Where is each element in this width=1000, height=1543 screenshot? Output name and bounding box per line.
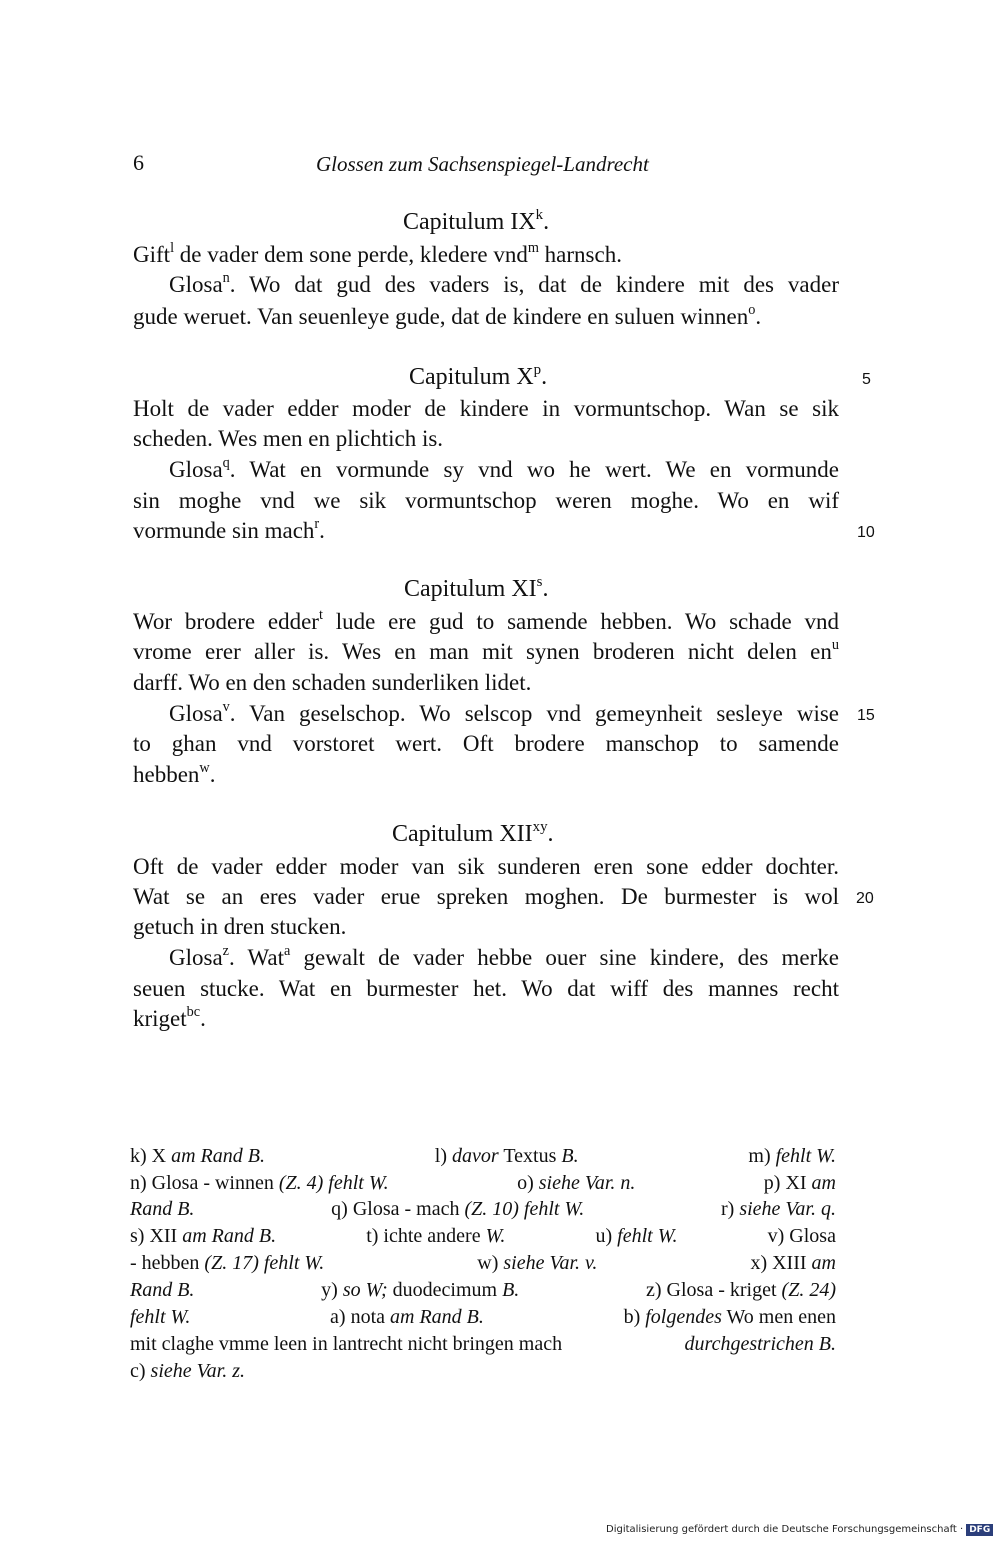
footnote-line: c) siehe Var. z. bbox=[130, 1360, 245, 1382]
chapter-text-line: Holt de vader edder moder de kindere in vormuntschop. Wan se sik bbox=[133, 396, 839, 421]
glosa-line: sin moghe vnd we sik vormuntschop weren moghe. Wo en wif bbox=[133, 488, 839, 513]
chapter-text-line: getuch in dren stucken. bbox=[133, 914, 347, 939]
dfg-logo: DFG bbox=[966, 1524, 993, 1536]
chapter-heading-x: Capitulum $X^p$. bbox=[409, 361, 548, 390]
chapter-heading-xi: Capitulum $XI^s$. bbox=[404, 573, 549, 602]
heading-text: Capitulum X bbox=[409, 364, 534, 390]
footnote-line: fehlt W. a) nota am Rand B. b) folgendes Wo men enen bbox=[130, 1306, 836, 1328]
footnote-marker: v bbox=[222, 698, 230, 715]
chapter-text-line: Oft de vader edder moder van sik sunderen eren sone edder dochter. bbox=[133, 854, 839, 879]
footnote-line: n) Glosa - winnen (Z. 4) fehlt W. o) siehe Var. n. p) XI am bbox=[130, 1172, 836, 1194]
glosa-line: Glosa$^q$. Wat en vormunde sy vnd wo he wert. We en vormunde bbox=[169, 454, 839, 482]
chapter-text-line: darff. Wo en den schaden sunderliken lidet. bbox=[133, 670, 532, 695]
footnote-line: mit claghe vmme leen in lantrecht nicht bringen mach durchgestrichen B. bbox=[130, 1333, 836, 1355]
footnote-marker: p bbox=[533, 361, 542, 378]
glosa-line: kriget$^{bc}$. bbox=[133, 1003, 206, 1031]
footnote-marker: r bbox=[314, 515, 320, 532]
footnote-line: k) X am Rand B. l) davor Textus B. m) fehlt W. bbox=[130, 1145, 836, 1167]
glosa-line: Glosa$^v$. Van geselschop. Wo selscop vnd gemeynheit sesleye wise bbox=[169, 698, 839, 726]
credit-text: Digitalisierung gefördert durch die Deutsche Forschungsgemeinschaft · bbox=[606, 1524, 964, 1535]
chapter-text-line: vrome erer aller is. Wes en man mit synen broderen nicht delen $en^u$ bbox=[133, 636, 839, 664]
footnote-line: - hebben (Z. 17) fehlt W. w) siehe Var. v. x) XIII am bbox=[130, 1252, 836, 1274]
footnote-marker: z bbox=[222, 942, 229, 959]
heading-text: Capitulum IX bbox=[403, 209, 536, 235]
footnote-marker: n bbox=[222, 269, 230, 286]
glosa-line: to ghan vnd vorstoret wert. Oft brodere manschop to samende bbox=[133, 731, 839, 756]
line-number: 20 bbox=[856, 890, 874, 907]
line-number: 15 bbox=[857, 707, 875, 724]
chapter-text-line: Wor brodere edder$^t$ lude ere gud to samende hebben. Wo schade vnd bbox=[133, 606, 839, 634]
footnote-marker: u bbox=[831, 636, 839, 653]
glosa-line: Glosa$^n$. Wo dat gud des vaders is, dat de kindere mit des vader bbox=[169, 269, 839, 297]
footnote-marker: q bbox=[222, 454, 230, 471]
footnote-marker: s bbox=[536, 573, 543, 590]
glosa-line: vormunde sin mach$^r$. bbox=[133, 515, 325, 543]
chapter-heading-xii: Capitulum $XII^{xy}$. bbox=[392, 818, 554, 847]
footnote-marker: l bbox=[170, 239, 175, 256]
footnote-line: Rand B. q) Glosa - mach (Z. 10) fehlt W. r) siehe Var. q. bbox=[130, 1198, 836, 1220]
running-title: Glossen zum Sachsenspiegel-Landrecht bbox=[316, 152, 649, 176]
line-number: 10 bbox=[857, 524, 875, 541]
footnote-marker: w bbox=[199, 759, 210, 776]
heading-text: Capitulum XII bbox=[392, 821, 533, 847]
footnote-marker: a bbox=[284, 942, 291, 959]
footnote-marker: t bbox=[318, 606, 323, 623]
glosa-line: gude weruet. Van seuenleye gude, dat de kindere en suluen winnen$^o$. bbox=[133, 301, 762, 329]
footnote-marker: k bbox=[535, 206, 544, 223]
chapter-text-line: scheden. Wes men en plichtich is. bbox=[133, 426, 444, 451]
chapter-heading-ix: Capitulum $IX^k$. bbox=[403, 206, 550, 235]
chapter-text-line: Wat se an eres vader erue spreken moghen. De burmester is wol bbox=[133, 884, 839, 909]
glosa-line: seuen stucke. Wat en burmester het. Wo dat wiff des mannes recht bbox=[133, 976, 839, 1001]
heading-text: Capitulum XI bbox=[404, 576, 537, 602]
footnote-line: Rand B. y) so W; duodecimum B. z) Glosa - kriget (Z. 24) bbox=[130, 1279, 836, 1301]
page-number: 6 bbox=[133, 150, 144, 175]
footnote-marker: bc bbox=[186, 1003, 201, 1020]
chapter-text-line: Gift$^l$ de vader dem sone perde, kledere vnd$^m$ harnsch. bbox=[133, 239, 622, 267]
footnote-line: s) XII am Rand B. t) ichte andere W. u) fehlt W. v) Glosa bbox=[130, 1225, 836, 1247]
footnote-marker: m bbox=[527, 239, 539, 256]
glosa-line: Glosa$^z$. Wat$^a$ gewalt de vader hebbe ouer sine kindere, des merke bbox=[169, 942, 839, 970]
footnote-marker: o bbox=[748, 301, 756, 318]
digitization-credit bbox=[606, 1524, 993, 1536]
footnote-marker: xy bbox=[532, 818, 548, 835]
glosa-line: hebben$^w$. bbox=[133, 759, 216, 787]
line-number: 5 bbox=[862, 371, 871, 388]
